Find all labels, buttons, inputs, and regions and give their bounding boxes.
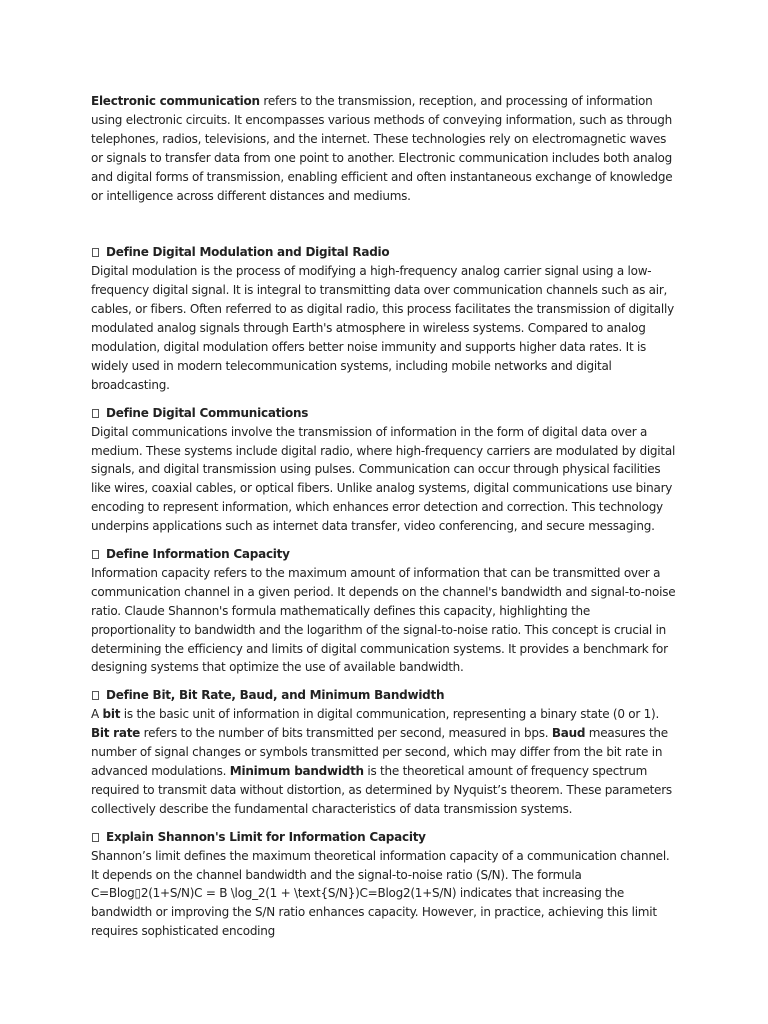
body-text: measures the number of signal changes or symbols transmitted per second, which may differ from the bit rate in advanced modulations.: [91, 726, 668, 778]
term-baud: Baud: [551, 726, 586, 741]
section-bit-rate-baud: [91, 686, 677, 818]
section-digital-communications: [91, 404, 677, 536]
section-heading: [91, 545, 677, 564]
section-heading-text: Explain Shannon's Limit for Information Capacity: [106, 829, 426, 844]
term-bit-rate: Bit rate: [91, 726, 141, 741]
section-information-capacity: [91, 545, 677, 677]
section-heading: [91, 828, 677, 847]
section-body: Shannon’s limit defines the maximum theoretical information capacity of a communication channel. It depends on the channel bandwidth and the signal-to-noise ratio (S/N). The formula C=Blog▯2(1+S/N)C = B \log_2(1 + \text{S/N})C=Blog2(1+S/N) indicates that increasing the bandwidth or improving the S/N ratio enhances capacity. However, in practice, achieving this limit requires sophisticated encoding: [91, 848, 670, 939]
unknown-glyph-icon: [92, 833, 99, 842]
intro-paragraph: [91, 92, 677, 205]
section-body: Digital modulation is the process of modifying a high-frequency analog carrier signal using a low-frequency digital signal. It is integral to transmitting data over communication channels such as air, cables, or fibers. Often referred to as digital radio, this process facilitates the transmission of digitally modulated analog signals through Earth's atmosphere in wireless systems. Compared to analog modulation, digital modulation offers better noise immunity and supports higher data rates. It is widely used in modern telecommunication systems, including mobile networks and digital broadcasting.: [91, 264, 674, 392]
intro-term: Electronic communication: [91, 94, 260, 108]
unknown-glyph-icon: [92, 248, 99, 257]
section-body: [91, 705, 677, 818]
body-text: is the basic unit of information in digital communication, representing a binary state (0 or 1).: [120, 707, 660, 722]
section-heading-text: Define Information Capacity: [106, 547, 290, 562]
intro-text: refers to the transmission, reception, and processing of information using electronic circuits. It encompasses various methods of conveying information, such as through telephones, radios, televisions, and the internet. These technologies rely on electromagnetic waves or signals to transfer data from one point to another. Electronic communication includes both analog and digital forms of transmission, enabling efficient and often instantaneous exchange of knowledge or intelligence across different distances and mediums.: [91, 94, 673, 203]
unknown-glyph-icon: [92, 550, 99, 559]
section-shannon-limit: [91, 828, 677, 941]
section-heading-text: Define Bit, Bit Rate, Baud, and Minimum Bandwidth: [106, 688, 445, 703]
section-heading: [91, 404, 677, 423]
unknown-glyph-icon: [92, 409, 99, 418]
body-text: refers to the number of bits transmitted per second, measured in bps.: [140, 726, 552, 741]
section-heading-text: Define Digital Modulation and Digital Radio: [106, 245, 390, 260]
term-bit: bit: [102, 707, 121, 722]
body-text: A: [91, 707, 103, 722]
body-text: is the theoretical amount of frequency spectrum required to transmit data without distortion, as determined by Nyquist’s theorem. These parameters collectively describe the fundamental characteristics of data transmission systems.: [91, 764, 672, 816]
section-heading-text: Define Digital Communications: [106, 405, 309, 420]
section-digital-modulation: [91, 243, 677, 394]
section-heading: [91, 243, 677, 262]
section-heading: [91, 686, 677, 705]
unknown-glyph-icon: [92, 691, 99, 700]
section-body: Information capacity refers to the maximum amount of information that can be transmitted over a communication channel in a given period. It depends on the channel's bandwidth and signal-to-noise ratio. Claude Shannon's formula mathematically defines this capacity, highlighting the proportionality to bandwidth and the logarithm of the signal-to-noise ratio. This concept is crucial in determining the efficiency and limits of digital communication systems. It provides a benchmark for designing systems that optimize the use of available bandwidth.: [91, 565, 676, 675]
section-body: Digital communications involve the transmission of information in the form of digital data over a medium. These systems include digital radio, where high-frequency carriers are modulated by digital signals, and digital transmission using pulses. Communication can occur through physical facilities like wires, coaxial cables, or optical fibers. Unlike analog systems, digital communications use binary encoding to represent information, which enhances error detection and correction. This technology underpins applications such as internet data transfer, video conferencing, and secure messaging.: [91, 424, 676, 534]
term-minimum-bandwidth: Minimum bandwidth: [229, 764, 364, 778]
